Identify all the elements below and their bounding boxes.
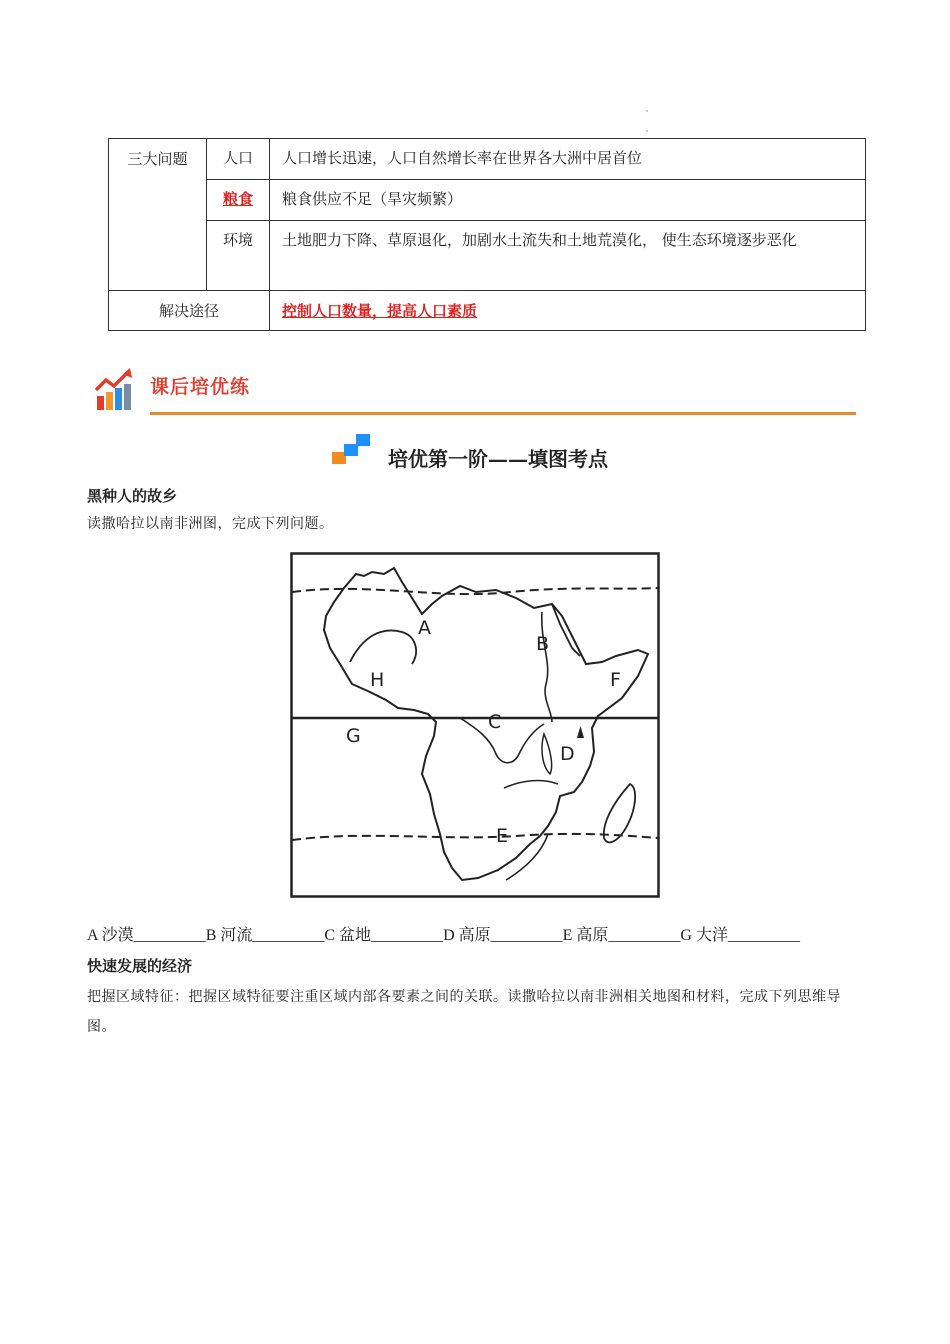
blank-c: C 盆地_________: [324, 927, 444, 944]
group-label: 三大问题: [109, 139, 207, 291]
blank-d: D 高原_________: [443, 927, 563, 944]
map-label-c: C: [488, 711, 502, 733]
part1-heading: 黑种人的故乡: [87, 487, 178, 505]
row-food-desc: 粮食供应不足（旱灾频繁）: [270, 180, 866, 221]
part2-text: 把握区域特征：把握区域特征要注重区域内部各要素之间的关联。读撒哈拉以南非洲相关地图和材料，完成下列思维导图。: [87, 989, 841, 1035]
blank-b: B 河流_________: [205, 927, 325, 944]
row-population-label: 人口: [207, 139, 270, 180]
map-label-e: E: [496, 825, 509, 847]
banner-chart-icon: [92, 366, 148, 422]
blank-a: A 沙漠_________: [87, 927, 206, 944]
map-label-g: G: [346, 725, 361, 747]
part1-instruction: 读撒哈拉以南非洲图，完成下列问题。: [87, 516, 334, 532]
row-environment-label: 环境: [207, 221, 270, 291]
solution-text: 控制人口数量，提高人口素质: [282, 301, 478, 320]
row-population-desc: 人口增长迅速，人口自然增长率在世界各大洲中居首位: [270, 139, 866, 180]
part2-heading: 快速发展的经济: [87, 957, 193, 975]
problems-table: [108, 138, 866, 331]
banner-title: 课后培优练: [150, 376, 251, 398]
banner-divider: [150, 412, 856, 415]
map-label-a: A: [418, 617, 431, 639]
map-label-h: H: [370, 669, 385, 691]
africa-map: [290, 552, 660, 898]
map-label-d: D: [560, 743, 575, 765]
map-label-b: B: [536, 633, 550, 655]
row-environment-desc: 土地肥力下降、草原退化，加剧水土流失和土地荒漠化， 使生态环境逐步恶化: [270, 221, 866, 291]
blank-e: E 高原_________: [562, 927, 681, 944]
scan-dot: [646, 110, 648, 112]
row-food-label: 粮食: [222, 190, 253, 208]
scan-dot: [646, 130, 648, 132]
section-title: 培优第一阶——填图考点: [388, 447, 608, 471]
blank-g: G 大洋_________: [680, 927, 800, 944]
fill-blanks: [87, 922, 800, 945]
solution-label: 解决途径: [109, 291, 270, 331]
map-label-f: F: [610, 669, 621, 691]
